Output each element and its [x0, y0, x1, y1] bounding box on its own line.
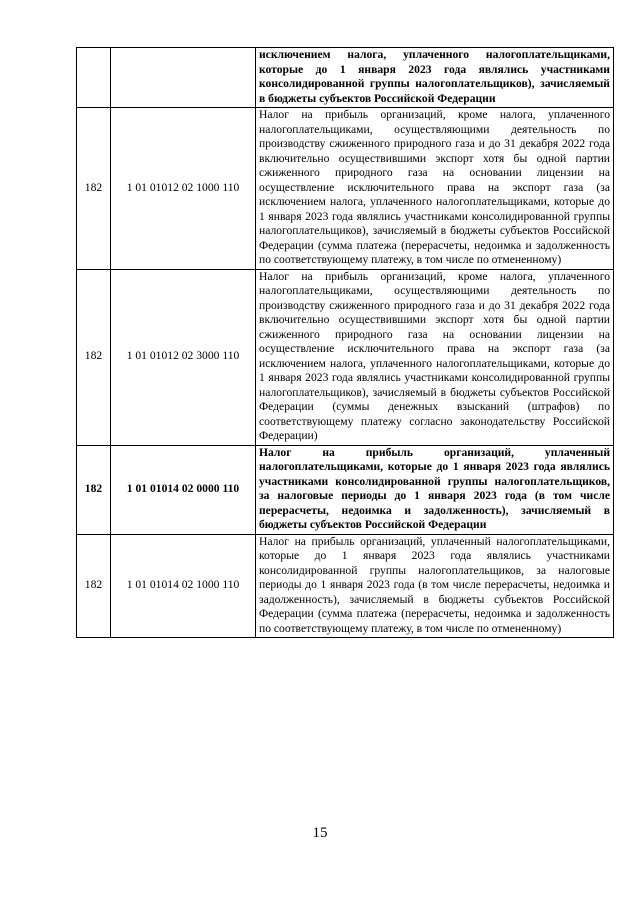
budget-code-cell: 1 01 01014 02 0000 110 [111, 445, 256, 534]
table-row [77, 269, 614, 445]
budget-codes-table-body [77, 48, 614, 638]
admin-code-cell: 182 [77, 534, 111, 638]
table-row [77, 48, 614, 108]
description-cell: Налог на прибыль организаций, кроме налога, уплаченного налогоплательщиками, осуществляющими деятельность по производству сжиженного природного газа и до 31 декабря 2022 года включительно осуществившими экспорт хотя бы одной партии сжиженного природного газа на основании лицензии на осуществление исключительного права на экспорт газа (за исключением налога, уплаченного налогоплательщиками, которые до 1 января 2023 года являлись участниками консолидированной группы налогоплательщиков), зачисляемый в бюджеты субъектов Российской Федерации (суммы денежных взысканий (штрафов) по соответствующему платежу согласно законодательству Российской Федерации) [256, 269, 614, 445]
table-row [77, 108, 614, 270]
admin-code-cell: 182 [77, 108, 111, 270]
description-cell: Налог на прибыль организаций, уплаченный налогоплательщиками, которые до 1 января 2023 года являлись участниками консолидированной группы налогоплательщиков, за налоговые периоды до 1 января 2023 года (в том числе перерасчеты, недоимка и задолженность), зачисляемый в бюджеты субъектов Российской Федерации (сумма платежа (перерасчеты, недоимка и задолженность по соответствующему платежу, в том числе по отмененному) [256, 534, 614, 638]
admin-code-cell: 182 [77, 269, 111, 445]
description-cell: Налог на прибыль организаций, кроме налога, уплаченного налогоплательщиками, осуществляющими деятельность по производству сжиженного природного газа и до 31 декабря 2022 года включительно осуществившими экспорт хотя бы одной партии сжиженного природного газа на основании лицензии на осуществление исключительного права на экспорт газа (за исключением налога, уплаченного налогоплательщиками, которые до 1 января 2023 года являлись участниками консолидированной группы налогоплательщиков), зачисляемый в бюджеты субъектов Российской Федерации (сумма платежа (перерасчеты, недоимка и задолженность по соответствующему платежу, в том числе по отмененному) [256, 108, 614, 270]
budget-code-cell: 1 01 01012 02 1000 110 [111, 108, 256, 270]
admin-code-cell [77, 48, 111, 108]
table-row [77, 534, 614, 638]
budget-codes-table [76, 47, 614, 638]
description-cell: исключением налога, уплаченного налогоплательщиками, которые до 1 января 2023 года являлись участниками консолидированной группы налогоплательщиков), зачисляемый в бюджеты субъектов Российской Федерации [256, 48, 614, 108]
budget-code-cell: 1 01 01014 02 1000 110 [111, 534, 256, 638]
admin-code-cell: 182 [77, 445, 111, 534]
budget-code-cell [111, 48, 256, 108]
table-row [77, 445, 614, 534]
page-number: 15 [312, 825, 328, 841]
description-cell: Налог на прибыль организаций, уплаченный налогоплательщиками, которые до 1 января 2023 года являлись участниками консолидированной группы налогоплательщиков, за налоговые периоды до 1 января 2023 года (в том числе перерасчеты, недоимка и задолженность), зачисляемый в бюджеты субъектов Российской Федерации [256, 445, 614, 534]
budget-code-cell: 1 01 01012 02 3000 110 [111, 269, 256, 445]
